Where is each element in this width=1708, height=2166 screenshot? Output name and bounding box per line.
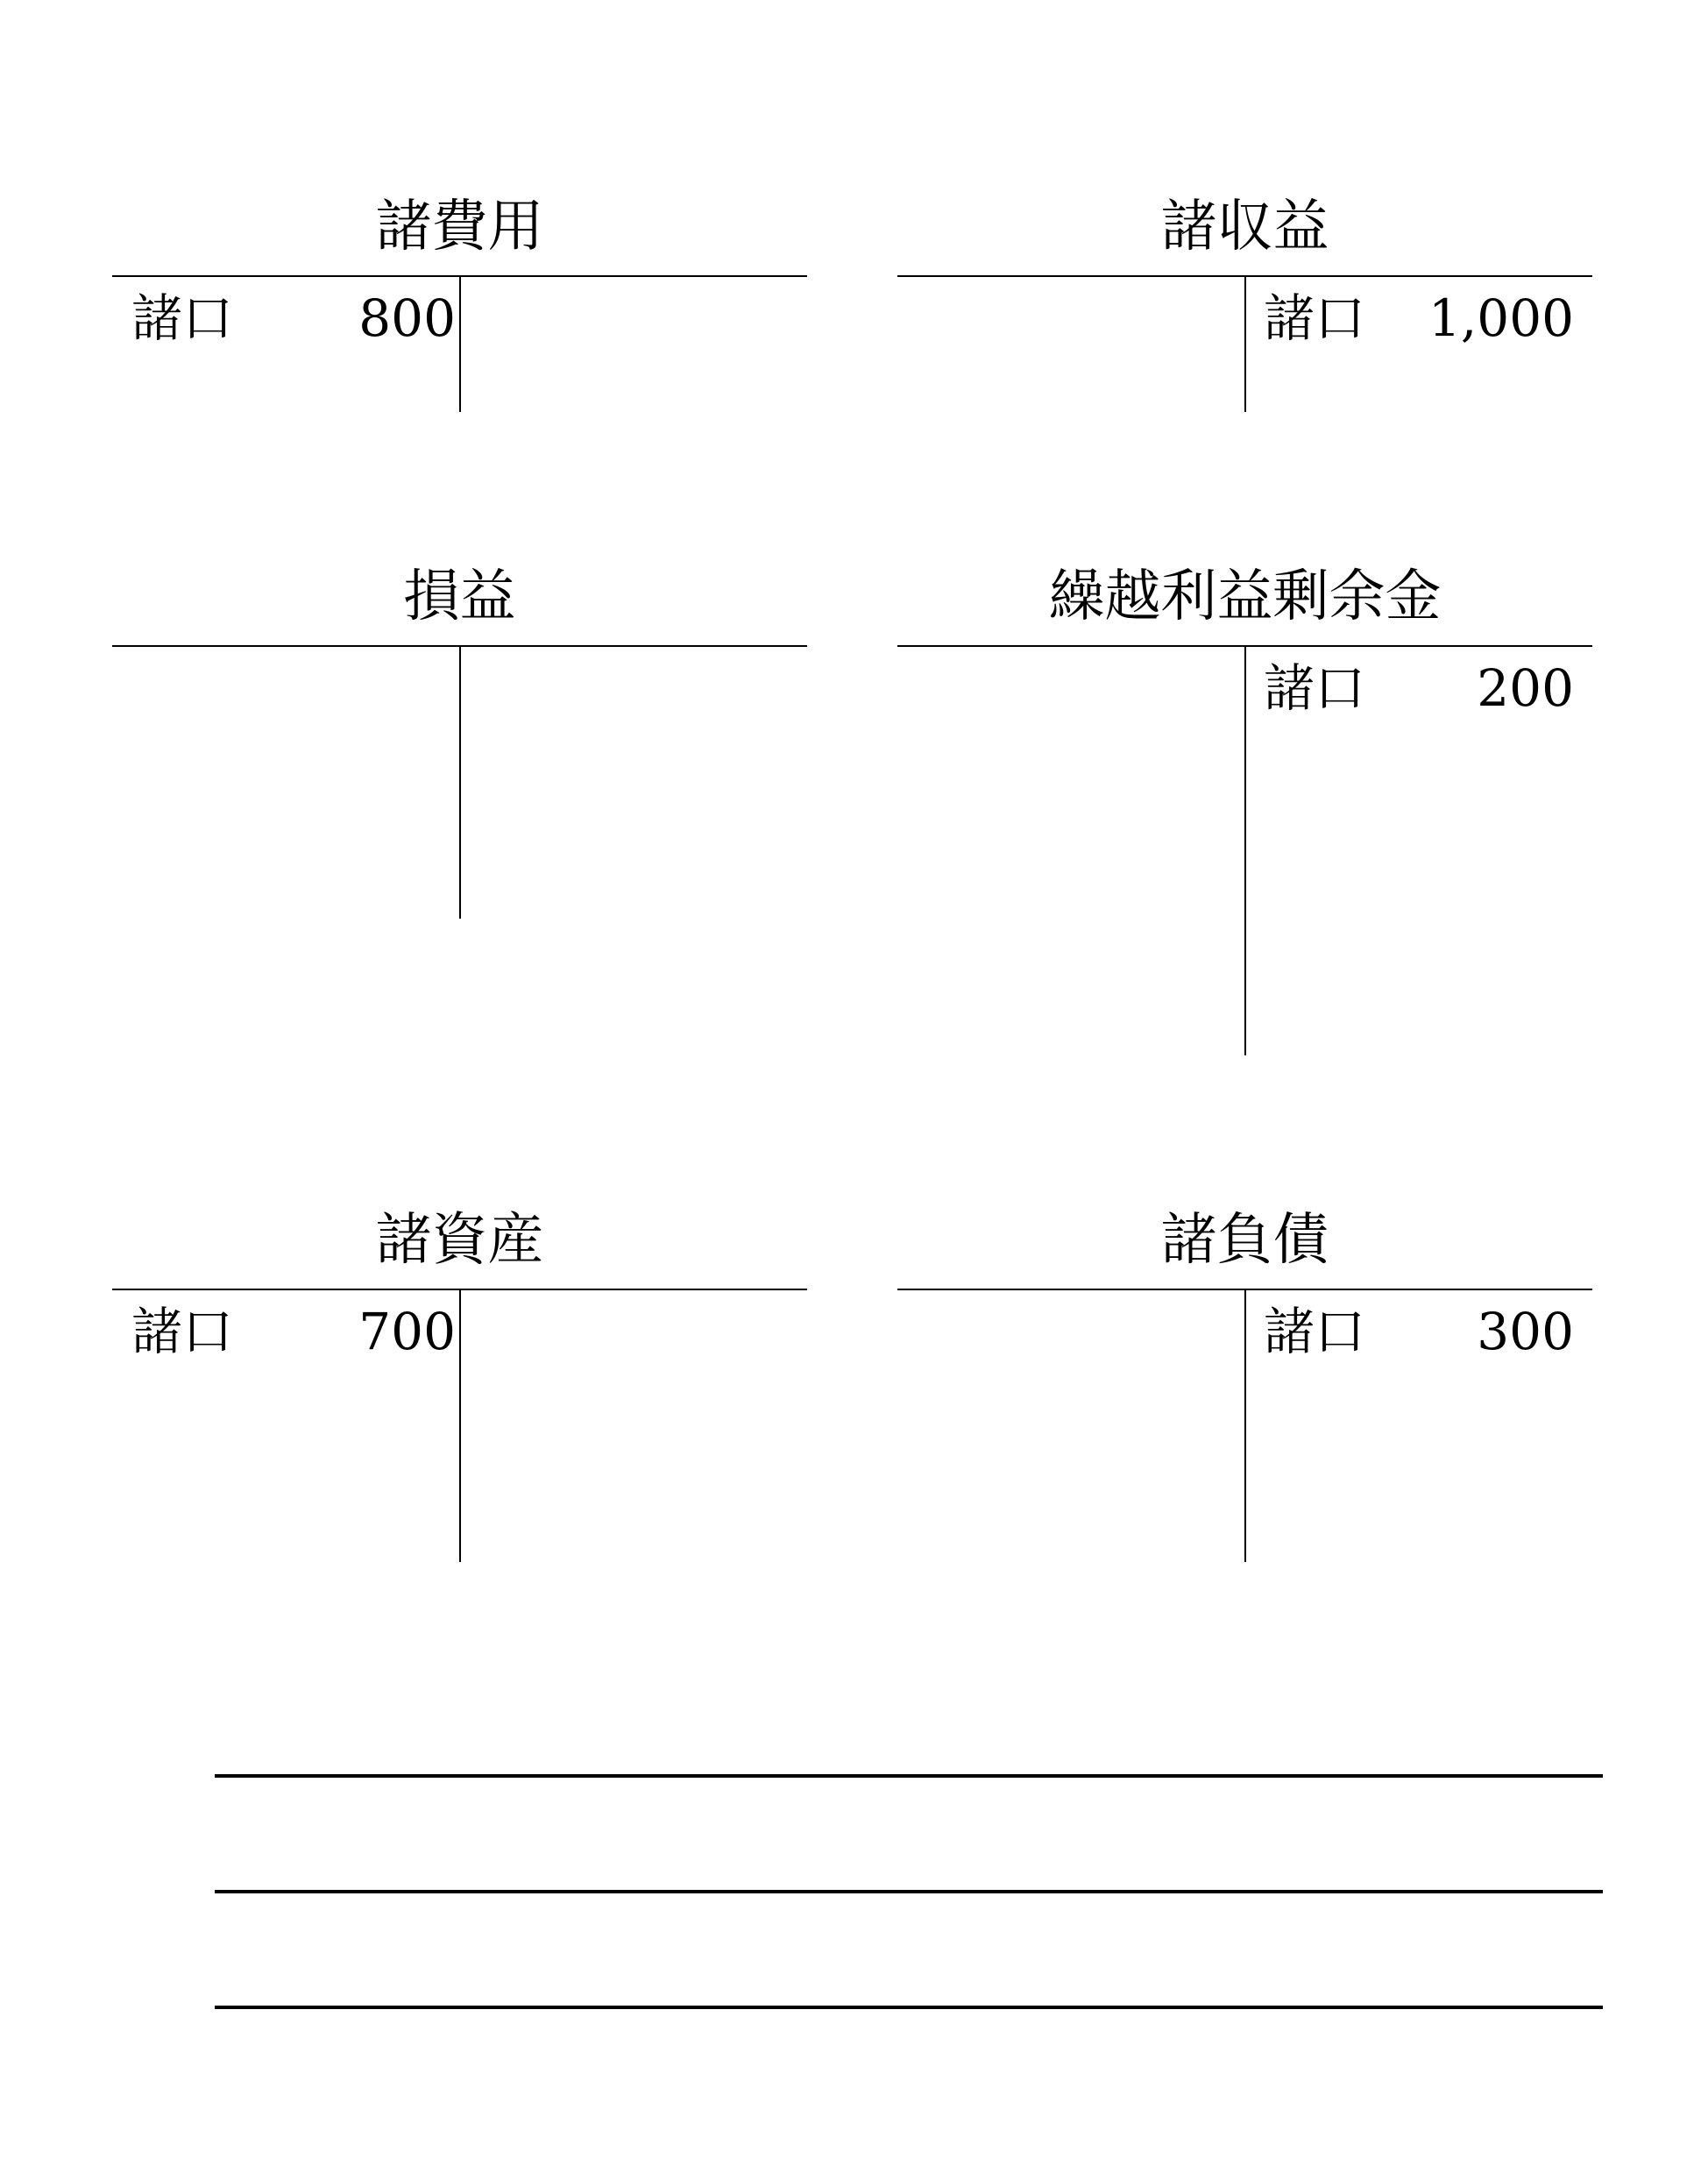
credit-entry bbox=[1264, 657, 1574, 719]
account-center-rule bbox=[1244, 1289, 1246, 1562]
entry-amount: 800 bbox=[358, 288, 456, 348]
debit-entry bbox=[131, 1301, 456, 1362]
answer-line-3 bbox=[215, 2006, 1603, 2009]
answer-line-1 bbox=[215, 1774, 1603, 1778]
account-title: 繰越利益剰余金 bbox=[1048, 565, 1442, 629]
answer-line-2 bbox=[215, 1890, 1603, 1893]
entry-amount: 300 bbox=[1477, 1302, 1574, 1361]
account-center-rule bbox=[1244, 275, 1246, 412]
account-title: 諸負債 bbox=[1160, 1208, 1329, 1273]
credit-entry bbox=[1264, 288, 1574, 349]
account-title: 諸資産 bbox=[375, 1208, 544, 1273]
account-title: 諸費用 bbox=[375, 195, 544, 259]
entry-label: 諸口 bbox=[131, 288, 234, 348]
account-center-rule bbox=[459, 1289, 461, 1562]
account-center-rule bbox=[459, 275, 461, 412]
account-center-rule bbox=[459, 645, 461, 919]
account-title: 諸収益 bbox=[1160, 195, 1329, 259]
entry-label: 諸口 bbox=[1264, 1302, 1366, 1361]
entry-amount: 700 bbox=[358, 1302, 456, 1361]
account-center-rule bbox=[1244, 645, 1246, 1055]
entry-label: 諸口 bbox=[131, 1302, 234, 1361]
entry-amount: 1,000 bbox=[1428, 288, 1574, 348]
credit-entry bbox=[1264, 1301, 1574, 1362]
account-title: 損益 bbox=[403, 565, 516, 629]
entry-amount: 200 bbox=[1477, 658, 1574, 718]
debit-entry bbox=[131, 288, 456, 349]
entry-label: 諸口 bbox=[1264, 288, 1366, 348]
entry-label: 諸口 bbox=[1264, 658, 1366, 718]
